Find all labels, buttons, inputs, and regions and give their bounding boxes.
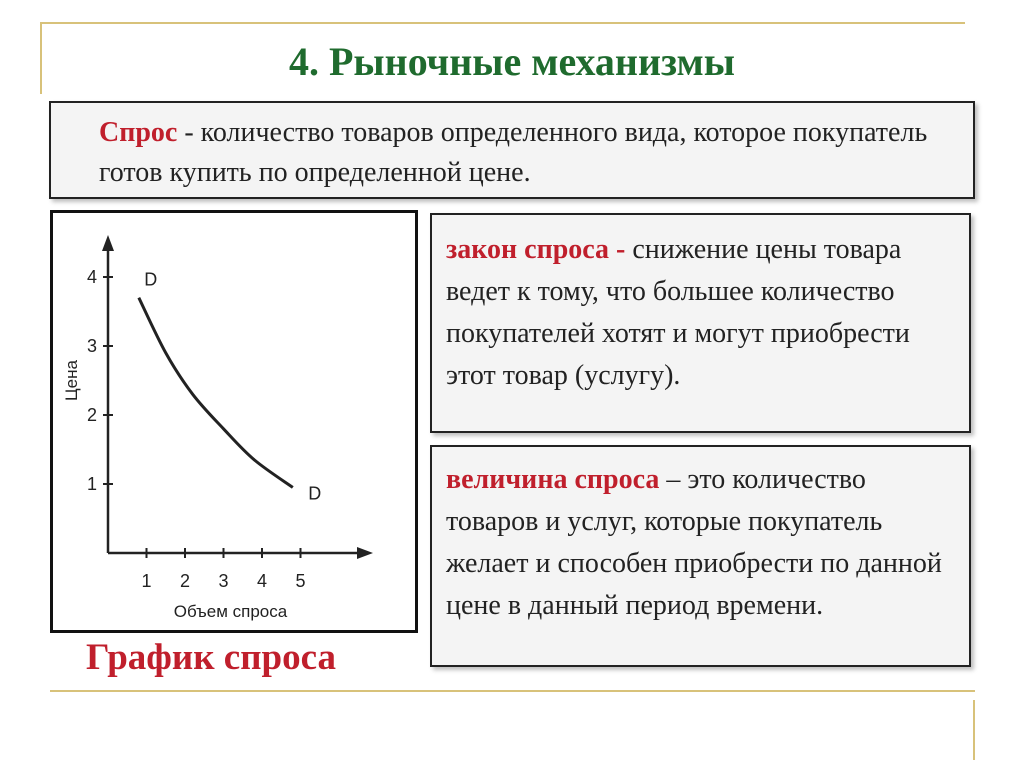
definition-text: - количество товаров определенного вида, которое покупатель готов купить по определенной цене. [99, 117, 928, 188]
law-text: снижение цены товара ведет к тому, что большее количество покупателей хотят и могут приобрести этот товар (услугу). [446, 234, 910, 391]
frame-line-bottom [50, 690, 975, 692]
y-tick-label: 4 [86, 267, 98, 287]
demand-chart-svg [53, 213, 415, 630]
x-tick-label: 1 [141, 571, 152, 591]
y-axis-label: Цена [62, 360, 81, 401]
x-tick-label: 5 [295, 571, 306, 591]
quantity-term: величина спроса [446, 464, 660, 495]
x-tick-label: 3 [218, 571, 229, 591]
y-tick-label: 1 [86, 474, 98, 494]
law-of-demand-box [430, 213, 971, 433]
chart-caption: График спроса [86, 637, 336, 678]
definition-term: Спрос [99, 117, 178, 148]
x-tick-label: 2 [179, 571, 191, 591]
demand-chart [50, 210, 418, 633]
y-axis-arrow [102, 235, 114, 251]
curve-label-end: D [308, 483, 322, 504]
x-axis-label: Объем спроса [173, 602, 288, 621]
quantity-demanded-box [430, 445, 971, 667]
curve-label-start: D [144, 269, 158, 290]
x-axis-arrow [357, 547, 373, 559]
frame-line-top [40, 22, 965, 24]
slide-title: 4. Рыночные механизмы [288, 39, 735, 84]
definition-box [49, 101, 975, 199]
y-tick-label: 3 [86, 336, 98, 356]
frame-line-right [973, 700, 975, 760]
law-term: закон спроса - [446, 234, 626, 265]
quantity-text: – это количество товаров и услуг, которые покупатель желает и способен приобрести по данной цене в данный период времени. [446, 464, 942, 621]
x-tick-label: 4 [256, 571, 268, 591]
demand-curve [139, 298, 293, 488]
y-tick-label: 2 [86, 405, 98, 425]
